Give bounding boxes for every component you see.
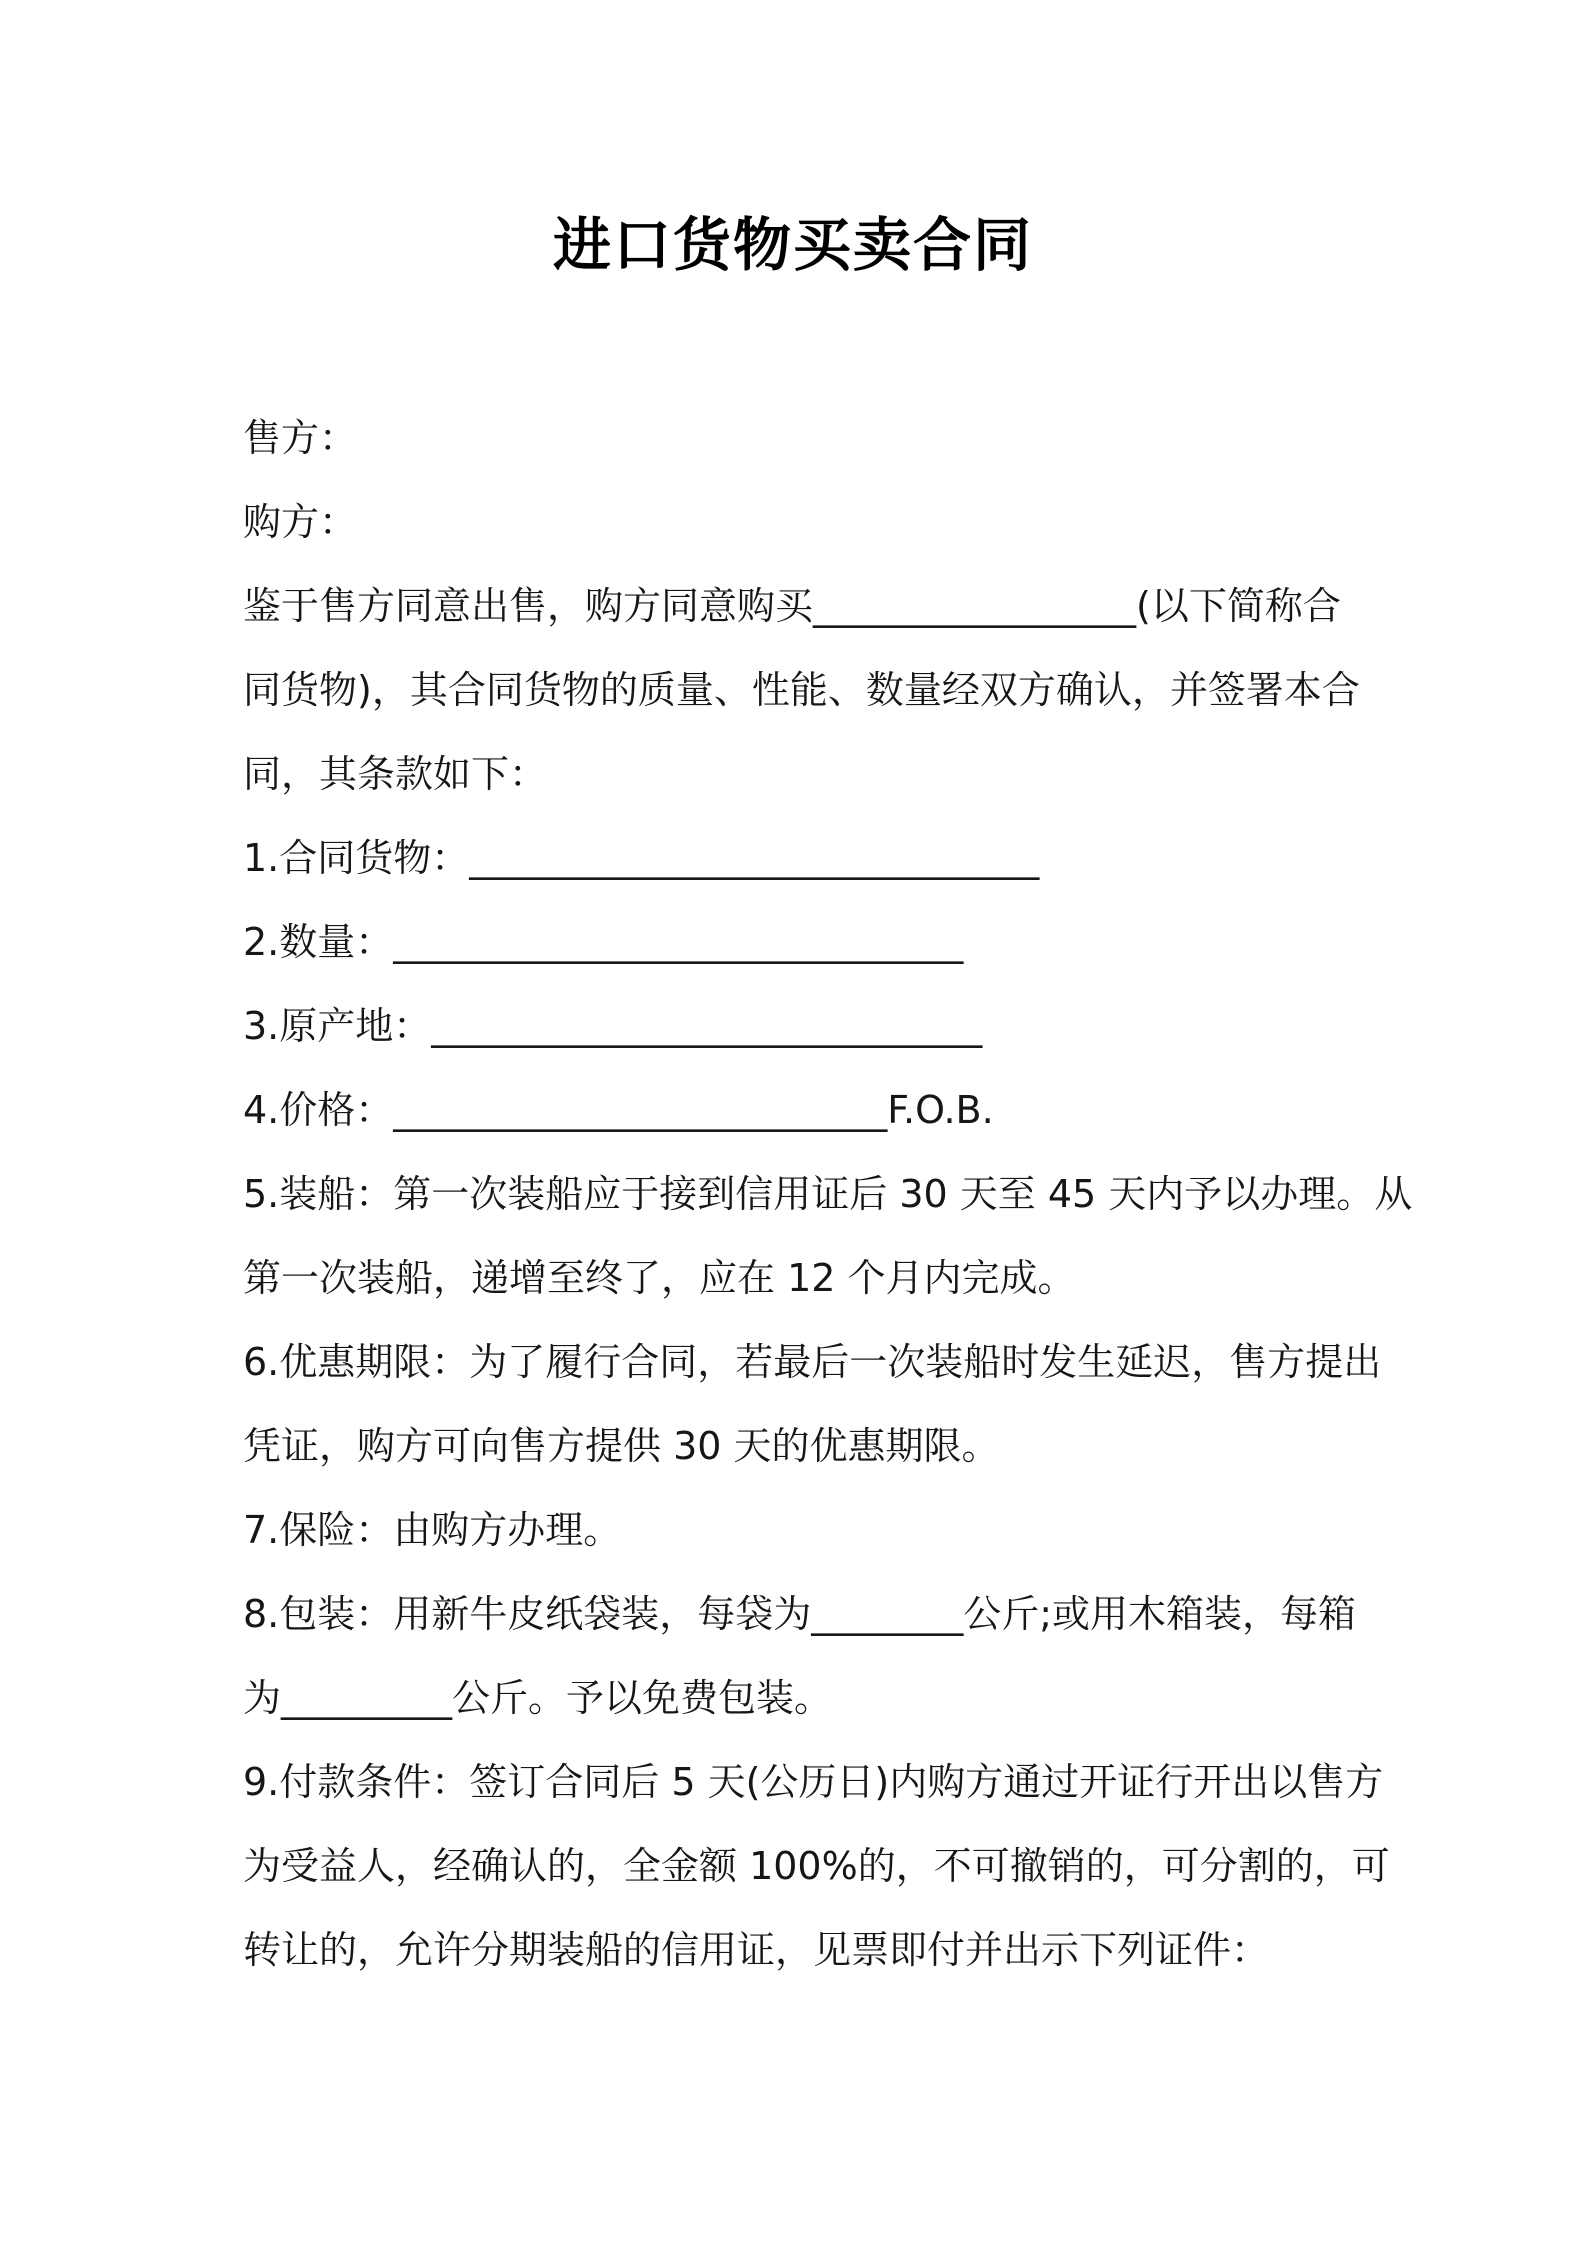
clause-payment-line-3: 转让的，允许分期装船的信用证，见票即付并出示下列证件： [243,1928,1270,1972]
seller-line: 售方： [243,416,358,460]
clause-goods: 1.合同货物：______________________________ [243,836,1040,880]
preamble-line-3: 同，其条款如下： [243,752,548,796]
clause-shipment-line-2: 第一次装船，递增至终了，应在 12 个月内完成。 [243,1256,1076,1300]
clause-shipment-line-1: 5.装船：第一次装船应于接到信用证后 30 天至 45 天内予以办理。从 [243,1172,1413,1216]
buyer-line: 购方： [243,500,358,544]
document-body [243,396,1413,1992]
clause-price: 4.价格：__________________________F.O.B. [243,1088,994,1132]
preamble-line-2: 同货物)，其合同货物的质量、性能、数量经双方确认，并签署本合 [243,668,1360,712]
clause-payment-line-1: 9.付款条件：签订合同后 5 天(公历日)内购方通过开证行开出以售方 [243,1760,1384,1804]
clause-payment-line-2: 为受益人，经确认的，全金额 100%的，不可撤销的，可分割的，可 [243,1844,1390,1888]
clause-packing-line-1: 8.包装：用新牛皮纸袋装，每袋为________公斤;或用木箱装，每箱 [243,1592,1357,1636]
clause-quantity: 2.数量：______________________________ [243,920,964,964]
clause-insurance: 7.保险：由购方办理。 [243,1508,622,1552]
document-title: 进口货物买卖合同 [552,211,1033,279]
preamble-line-1: 鉴于售方同意出售，购方同意购买_________________(以下简称合 [243,584,1341,628]
clause-grace-line-1: 6.优惠期限：为了履行合同，若最后一次装船时发生延迟，售方提出 [243,1340,1382,1384]
clause-grace-line-2: 凭证，购方可向售方提供 30 天的优惠期限。 [243,1424,1000,1468]
clause-packing-line-2: 为_________公斤。予以免费包装。 [243,1676,833,1720]
clause-origin: 3.原产地：_____________________________ [243,1004,983,1048]
